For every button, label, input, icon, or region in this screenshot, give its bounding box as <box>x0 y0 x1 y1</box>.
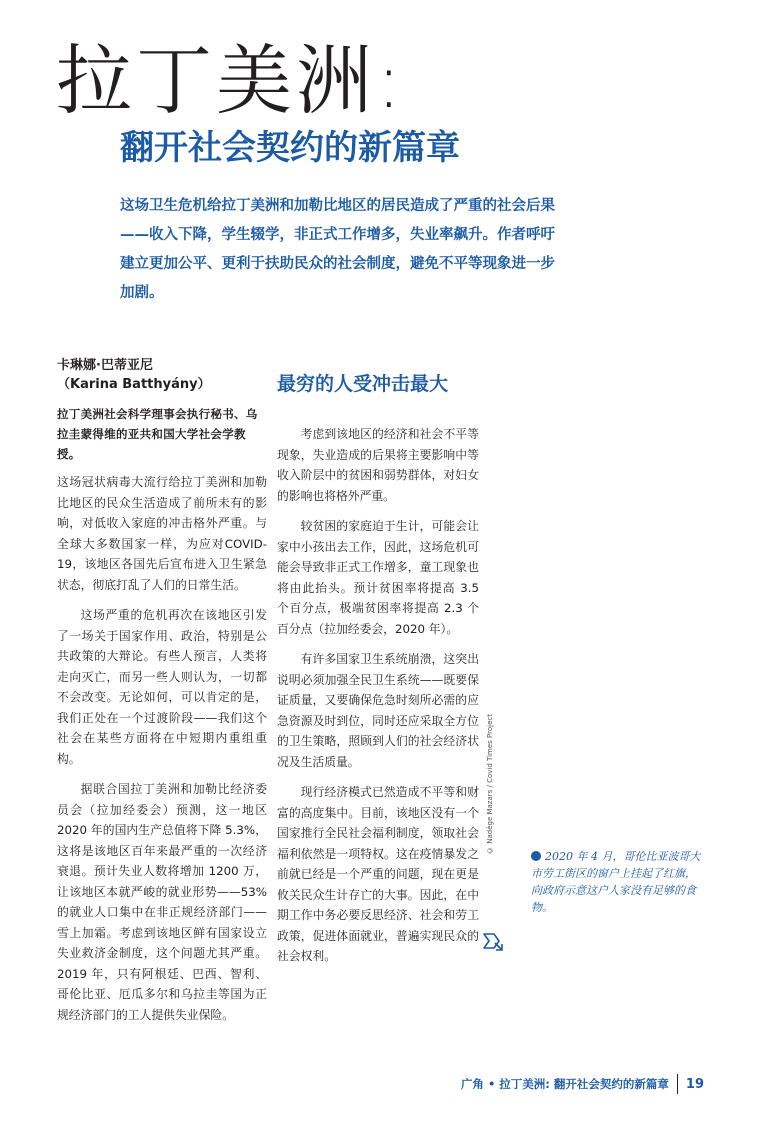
author-bio: 拉丁美洲社会科学理事会执行秘书、乌拉圭蒙得维的亚共和国大学社会学教授。 <box>57 407 258 461</box>
section-heading: 最穷的人受冲击最大 <box>277 373 449 395</box>
footer-running-title: 广角 • 拉丁美洲: 翻开社会契约的新篇章 <box>460 1077 669 1091</box>
paragraph: 这场严重的危机再次在该地区引发了一场关于国家作用、政治，特别是公共政策的大辩论。有些人预言，人类将走向灭亡，而另一些人则认为，一切都不会改变。无论如何，可以肯定的是，我们正处在一个过渡阶段——我们这个社会在某些方面将在中短期内重组重构。 <box>57 608 267 766</box>
paragraph: 有许多国家卫生系统崩溃，这突出说明必须加强全民卫生系统——既要保证质量，又要确保危急时刻所必需的应急资源及时到位，同时还应采取全方位的卫生策略，照顾到人们的社会经济状况及生活质量。 <box>277 652 479 769</box>
arrow-continue-icon <box>482 930 508 952</box>
left-column <box>57 472 267 1035</box>
article-subtitle: 翻开社会契约的新篇章 <box>120 128 460 168</box>
paragraph: 这场冠状病毒大流行给拉丁美洲和加勒比地区的民众生活造成了前所未有的影响，对低收入家庭的冲击格外严重。与全球大多数国家一样，为应对COVID-19，该地区各国先后宣布进入卫生紧急状态，彻底打乱了人们的日常生活。 <box>57 475 267 592</box>
author-name-latin: （Karina Batthyány） <box>57 377 211 392</box>
article-title: 拉丁美洲: <box>56 36 406 125</box>
author-name-block <box>57 356 267 394</box>
paragraph: 考虑到该地区的经济和社会不平等现象，失业造成的后果将主要影响中等收入阶层中的贫困和弱势群体，对妇女的影响也将格外严重。 <box>277 427 479 503</box>
circle-info-icon <box>531 851 541 861</box>
footer-divider <box>677 1074 678 1094</box>
paragraph: 现行经济模式已然造成不平等和财富的高度集中。目前，该地区没有一个国家推行全民社会福利制度，领取社会福利依然是一项特权。这在疫情暴发之前就已经是一个严重的问题，现在更是攸关民众生计存亡的大事。因此，在中期工作中务必要反思经济、社会和劳工政策，促进体面就业，普遍实现民众的社会权利。 <box>277 785 479 963</box>
article-lead: 这场卫生危机给拉丁美洲和加勒比地区的居民造成了严重的社会后果——收入下降，学生辍学，非正式工作增多，失业率飙升。作者呼吁建立更加公平、更利于扶助民众的社会制度，避免不平等现象进一步加剧。 <box>120 198 555 301</box>
middle-column <box>277 424 479 977</box>
paragraph: 较贫困的家庭迫于生计，可能会让家中小孩出去工作，因此，这场危机可能会导致非正式工作增多，童工现象也将由此抬头。预计贫困率将提高 3.5 个百分点，极端贫困率将提高 2.3 个百分点（拉加经委会，2020 年）。 <box>277 519 479 636</box>
page-number: 19 <box>685 1076 704 1092</box>
caption-text: 2020 年 4 月，哥伦比亚波哥大市劳工街区的窗户上挂起了红旗，向政府示意这户人家没有足够的食物。 <box>531 850 701 914</box>
photo-caption <box>531 848 703 916</box>
page-footer <box>461 1074 704 1094</box>
paragraph: 据联合国拉丁美洲和加勒比经济委员会（拉加经委会）预测，这一地区 2020 年的国内生产总值将下降 5.3%，这将是该地区百年来最严重的一次经济衰退。预计失业人数将增加 1200 万，让该地区本就严峻的就业形势——53% 的就业人口集中在非正规经济部门——雪上加霜。考虑到该地区鲜有国家设立失业救济金制度，这个问题尤其严重。2019 年，只有阿根廷、巴西、智利、哥伦比亚、厄瓜多尔和乌拉圭等国为正规经济部门的工人提供失业保险。 <box>57 782 267 1022</box>
photo-credit: © Nadège Mazars / Covid Times Project <box>486 714 494 854</box>
author-name: 卡琳娜·巴蒂亚尼 <box>57 358 153 373</box>
